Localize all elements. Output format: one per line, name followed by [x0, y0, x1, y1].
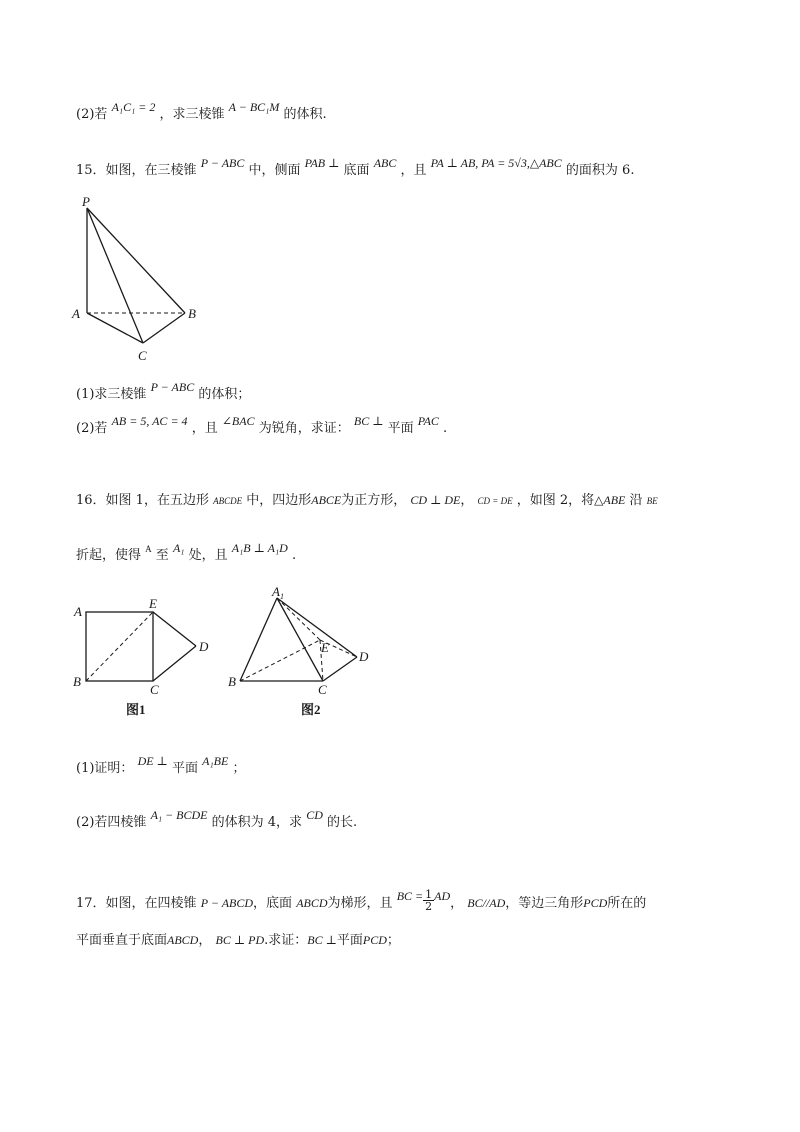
fig2-label-a1-sub: 1	[279, 592, 284, 601]
q17-frac-den: 2	[425, 900, 433, 913]
fig2-label-b: B	[228, 674, 236, 689]
q16-text: .	[291, 548, 297, 563]
fig1-label-a: A	[74, 604, 82, 619]
q16-part2-cd: CD	[306, 808, 323, 822]
q15-figure	[70, 192, 210, 362]
q16-number: 16．	[76, 493, 106, 508]
fig2-label-a1	[271, 586, 284, 601]
q14-part2-prefix: (2)若	[76, 107, 108, 122]
q16-part2-text: 的长.	[327, 815, 358, 830]
q15-part2-bc: BC ⊥	[353, 414, 384, 428]
q14-suffix: 的体积.	[283, 107, 327, 122]
q17-text: 所在的	[607, 896, 647, 911]
q17-text: 如图，在四棱锥	[105, 896, 197, 911]
q15-part1-text: 的体积；	[198, 387, 251, 402]
q15-part1-solid: P − ABC	[150, 380, 195, 394]
q15-part2-angle: ∠BAC	[221, 414, 255, 428]
q17-frac-num: 1	[425, 888, 433, 901]
q15-part2-text: ，且	[191, 421, 218, 436]
q15-base: ABC	[373, 156, 397, 170]
q16-pt-a: A	[145, 544, 152, 554]
fig1-caption: 图1	[126, 702, 146, 717]
q14-solid: A − BC₁M	[228, 100, 280, 114]
q17-text: 平面	[336, 933, 363, 948]
q17-line2-base: ABCD	[167, 933, 199, 947]
q16-cond: A₁B ⊥ A₁D	[231, 541, 288, 555]
q15-text: 的面积为 6.	[565, 163, 635, 178]
q17-line2-bc: BC ⊥	[307, 933, 337, 947]
q16-pent: ABCDE	[213, 496, 243, 506]
q17-base: ABCD	[296, 896, 328, 910]
q16-part2-text: 的体积为 4，求	[211, 815, 303, 830]
fig2-label-c: C	[318, 682, 327, 697]
q15-part1-text: (1)求三棱锥	[76, 387, 147, 402]
q16-tri: △ABE	[594, 493, 626, 507]
q15-part2-text: (2)若	[76, 421, 108, 436]
q16-part2-text: (2)若四棱锥	[76, 815, 147, 830]
q17-fraction	[423, 889, 434, 912]
q17-stem	[76, 888, 647, 915]
q15-part1	[76, 380, 251, 405]
fig2-label-a1-main: A	[272, 586, 280, 599]
q15-part2-cond: AB = 5, AC = 4	[111, 414, 188, 428]
q17-text: ，底面	[253, 896, 293, 911]
q14-cond: A₁C₁ = 2	[111, 100, 156, 114]
q15-label-b: B	[188, 306, 196, 321]
q16-text: ，	[460, 493, 474, 508]
q16-part1-text: (1)证明：	[76, 761, 134, 776]
q16-text: 折起，使得	[76, 548, 142, 563]
q15-solid: P − ABC	[200, 156, 245, 170]
q14-mid: ，求三棱锥	[159, 107, 225, 122]
q16-part2	[76, 808, 358, 833]
q15-part2-plane: PAC	[417, 414, 439, 428]
q14-part2-line	[76, 100, 327, 125]
q15-cond: PA ⊥ AB, PA = 5√3,△ABC	[430, 156, 562, 170]
q17-text: ；	[386, 933, 400, 948]
q16-part2-solid: A₁ − BCDE	[150, 808, 208, 822]
q17-text: ，等边三角形	[505, 896, 584, 911]
q15-part2-text: .	[443, 421, 448, 436]
q16-part1-text: 平面	[171, 761, 198, 776]
q15-part2	[76, 414, 448, 439]
q17-text: 为梯形，且	[327, 896, 393, 911]
q16-figure1	[73, 596, 209, 717]
q17-text: 平面垂直于底面	[76, 933, 168, 948]
q17-line2-perp: BC ⊥ PD	[215, 933, 265, 947]
q15-face: PAB ⊥	[304, 156, 340, 170]
q15-text: 如图，在三棱锥	[105, 163, 197, 178]
q17-tri: PCD	[583, 896, 608, 910]
q16-perp: CD ⊥ DE	[410, 493, 461, 507]
fig1-label-e: E	[149, 596, 157, 611]
q15-number: 15．	[76, 163, 106, 178]
q15-text: ，且	[400, 163, 427, 178]
q15-part2-text: 为锐角，求证：	[258, 421, 350, 436]
q15-text: 底面	[343, 163, 370, 178]
fig1-label-b: B	[73, 674, 81, 689]
q16-text: 沿	[629, 493, 643, 508]
fig2-label-e: E	[321, 640, 329, 655]
q16-part1-plane: A₁BE	[202, 754, 229, 768]
q16-stem-line2	[76, 541, 297, 566]
q16-text: 中，四边形	[246, 493, 312, 508]
fig2-label-d: D	[359, 649, 369, 664]
q16-text: ，如图 2，将	[516, 493, 595, 508]
q15-stem	[76, 156, 635, 181]
q16-figure2	[228, 586, 369, 717]
q16-figures	[68, 586, 388, 726]
fig1-label-d: D	[199, 639, 209, 654]
q16-text: 处，且	[188, 548, 228, 563]
q17-ad: AD	[434, 889, 451, 903]
q16-eq: CD = DE	[477, 496, 513, 506]
q16-stem	[76, 490, 658, 511]
q17-solid: P − ABCD	[200, 896, 254, 910]
q17-line2-plane: PCD	[362, 933, 387, 947]
fig1-label-c: C	[150, 682, 159, 697]
fig2-caption: 图2	[301, 702, 321, 717]
q17-text: ，	[450, 896, 464, 911]
q15-label-p: P	[82, 194, 90, 209]
q15-label-c: C	[138, 348, 147, 362]
q15-part2-text: 平面	[387, 421, 414, 436]
q17-parallel: BC//AD	[467, 896, 506, 910]
q17-text: .求证：	[264, 933, 308, 948]
q15-label-a: A	[72, 306, 80, 321]
q16-pt-a1: A₁	[172, 541, 185, 555]
q16-text: 至	[155, 548, 169, 563]
q17-stem-line2	[76, 930, 400, 951]
q16-edge: BE	[646, 496, 658, 506]
q17-number: 17．	[76, 896, 106, 911]
q16-part1-de: DE ⊥	[137, 754, 168, 768]
q17-bc-eq: BC =	[396, 889, 424, 903]
q16-text: 为正方形，	[341, 493, 407, 508]
q16-text: 如图 1，在五边形	[105, 493, 209, 508]
q16-part1	[76, 754, 246, 779]
q15-text: 中，侧面	[248, 163, 301, 178]
q16-part1-text: ；	[232, 761, 246, 776]
q17-text: ，	[198, 933, 212, 948]
q16-quad: ABCE	[311, 493, 342, 507]
